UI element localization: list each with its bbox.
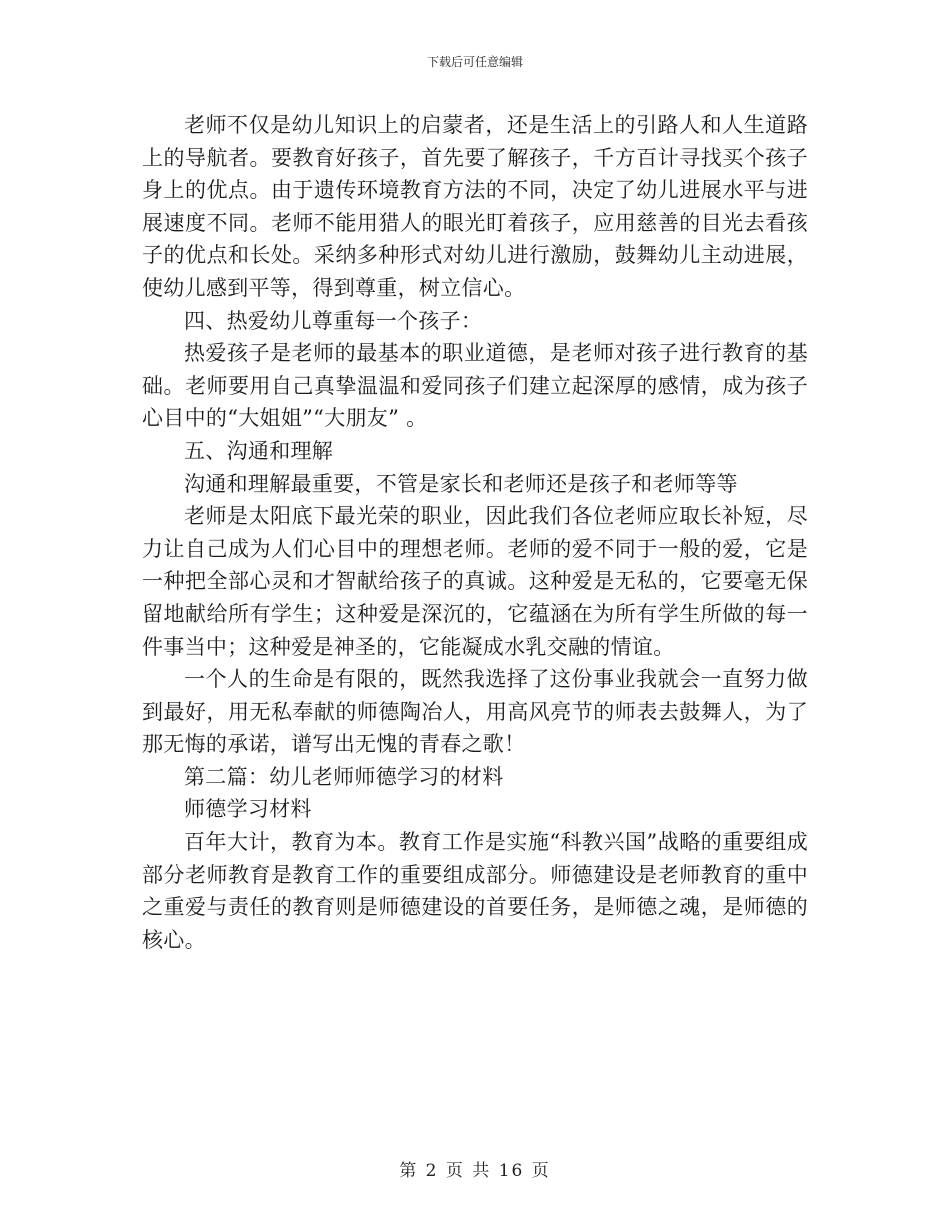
document-body bbox=[142, 109, 808, 956]
header-note: 下载后可任意编辑 bbox=[426, 55, 523, 69]
paragraph-teacher-role: 老师不仅是幼儿知识上的启蒙者，还是生活上的引路人和人生道路上的导航者。要教育好孩子，首先要了解孩子，千方百计寻找买个孩子身上的优点。由于遗传环境教育方法的不同，决定了幼儿进展水平与进展速度不同。老师不能用猎人的眼光盯着孩子，应用慈善的目光去看孩子的优点和长处。采纳多种形式对幼儿进行激励，鼓舞幼儿主动进展，使幼儿感到平等，得到尊重，树立信心。 bbox=[142, 113, 808, 300]
paragraph-glorious-profession: 老师是太阳底下最光荣的职业，因此我们各位老师应取长补短，尽力让自己成为人们心目中的理想老师。老师的爱不同于一般的爱，它是一种把全部心灵和才智献给孩子的真诚。这种爱是无私的，它要毫无保留地献给所有学生；这种爱是深沉的，它蕴涵在为所有学生所做的每一件事当中；这种爱是神圣的，它能凝成水乳交融的情谊。 bbox=[142, 504, 808, 659]
section-heading-five: 五、沟通和理解 bbox=[184, 438, 334, 463]
paragraph-limited-life: 一个人的生命是有限的，既然我选择了这份事业我就会一直努力做到最好，用无私奉献的师德陶冶人，用高风亮节的师表去鼓舞人，为了那无悔的承诺，谱写出无愧的青春之歌！ bbox=[142, 667, 808, 757]
paragraph-love-children: 热爱孩子是老师的最基本的职业道德，是老师对孩子进行教育的基础。老师要用自己真挚温温和爱同孩子们建立起深厚的感情，成为孩子心目中的“大姐姐”“大朋友” 。 bbox=[142, 341, 808, 431]
chapter-heading-second: 第二篇：幼儿老师师德学习的材料 bbox=[184, 764, 504, 789]
paragraph-education-foundation: 百年大计，教育为本。教育工作是实施“科教兴国”战略的重要组成部分老师教育是教育工作的重要组成部分。师德建设是老师教育的重中之重爱与责任的教育则是师德建设的首要任务，是师德之魂，是师德的核心。 bbox=[142, 830, 808, 952]
paragraph-communication: 沟通和理解最重要，不管是家长和老师还是孩子和老师等等 bbox=[184, 471, 738, 496]
section-heading-four: 四、热爱幼儿尊重每一个孩子： bbox=[184, 308, 483, 333]
subheading-ethics-material: 师德学习材料 bbox=[184, 797, 312, 822]
page-number: 第 2 页 共 16 页 bbox=[399, 1161, 551, 1181]
